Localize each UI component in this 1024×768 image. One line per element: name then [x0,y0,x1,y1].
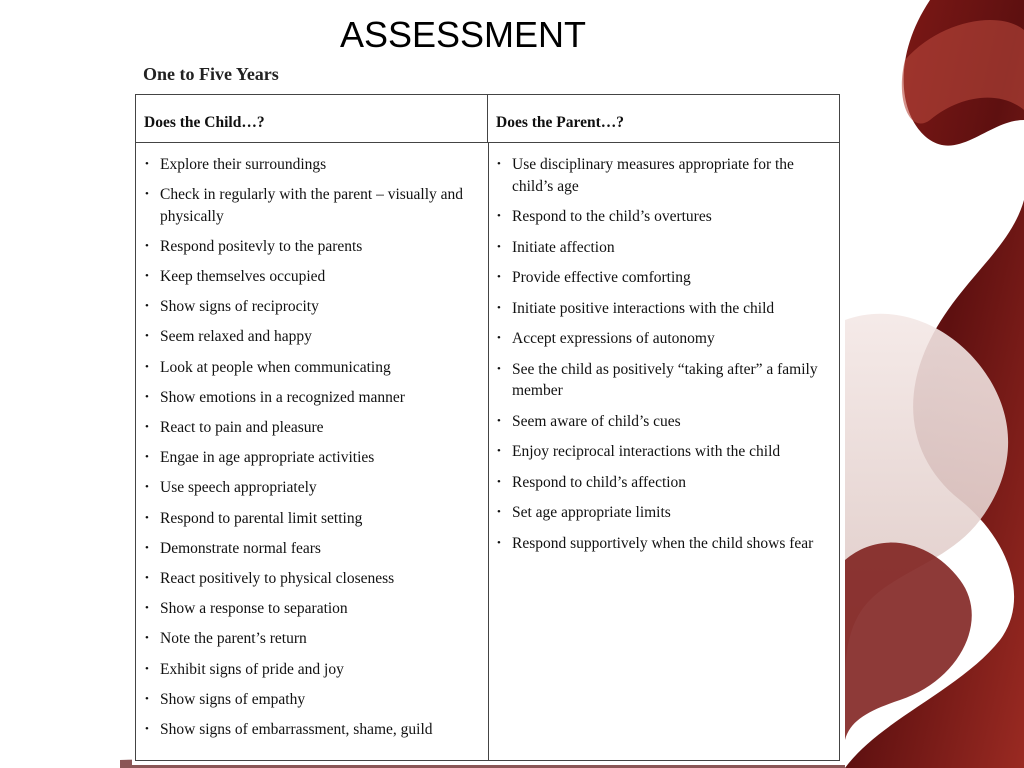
list-item: • Demonstrate normal fears [144,538,480,560]
list-item: • React positively to physical closeness [144,568,480,590]
child-behaviors-list [144,154,480,749]
list-item: • Check in regularly with the parent – visually and physically [144,184,480,227]
list-item: • Engae in age appropriate activities [144,447,480,469]
parent-column-header: Does the Parent…? [488,95,839,143]
list-item: • Initiate affection [496,237,826,259]
section-heading: One to Five Years [143,64,279,84]
list-item: • Show signs of embarrassment, shame, guild [144,719,480,741]
list-item: • Respond to child’s affection [496,472,826,494]
list-item: • Note the parent’s return [144,628,480,650]
list-item: • Use speech appropriately [144,477,480,499]
column-divider [488,143,489,760]
list-item: • Respond positevly to the parents [144,236,480,258]
list-item: • Seem aware of child’s cues [496,411,826,433]
list-item: • Initiate positive interactions with the child [496,298,826,320]
list-item: • Set age appropriate limits [496,502,826,524]
list-item: • Enjoy reciprocal interactions with the child [496,441,826,463]
list-item: • React to pain and pleasure [144,417,480,439]
list-item: • Seem relaxed and happy [144,326,480,348]
list-item: • Exhibit signs of pride and joy [144,659,480,681]
list-item: • Keep themselves occupied [144,266,480,288]
list-item: • Show a response to separation [144,598,480,620]
list-item: • Respond to the child’s overtures [496,206,826,228]
slide-title: ASSESSMENT [339,14,587,55]
assessment-table [135,94,840,761]
list-item: • Show signs of reciprocity [144,296,480,318]
child-column-header: Does the Child…? [136,95,488,143]
list-item: • Explore their surroundings [144,154,480,176]
list-item: • Show signs of empathy [144,689,480,711]
list-item: • See the child as positively “taking after” a family member [496,359,826,402]
list-item: • Show emotions in a recognized manner [144,387,480,409]
list-item: • Respond supportively when the child shows fear [496,533,826,555]
parent-behaviors-list [496,154,826,563]
list-item: • Look at people when communicating [144,357,480,379]
list-item: • Respond to parental limit setting [144,508,480,530]
list-item: • Provide effective comforting [496,267,826,289]
list-item: • Use disciplinary measures appropriate for the child’s age [496,154,826,197]
list-item: • Accept expressions of autonomy [496,328,826,350]
